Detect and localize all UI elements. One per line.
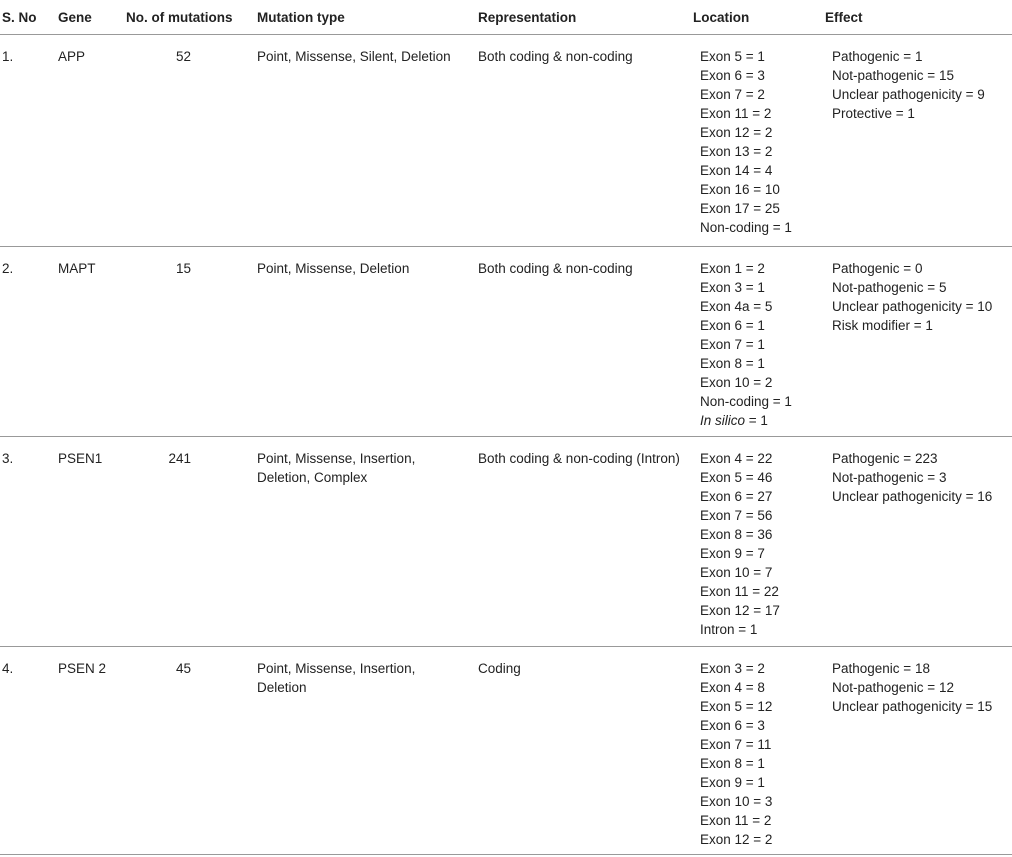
table-row bbox=[0, 247, 1012, 437]
location-item: Exon 12 = 2 bbox=[700, 125, 773, 140]
cell-sno: 2. bbox=[2, 261, 14, 276]
effect-item: Pathogenic = 223 bbox=[832, 451, 938, 466]
cell-effect bbox=[825, 437, 1012, 506]
location-item: Exon 12 = 17 bbox=[700, 603, 780, 618]
location-item: Exon 5 = 12 bbox=[700, 699, 773, 714]
header-gene: Gene bbox=[58, 10, 92, 25]
effect-item: Pathogenic = 0 bbox=[832, 261, 923, 276]
table-row bbox=[0, 35, 1012, 247]
in-silico-label: In silico bbox=[700, 413, 746, 428]
cell-gene: PSEN 2 bbox=[58, 661, 107, 676]
cell-effect bbox=[825, 647, 1012, 716]
location-item: Exon 1 = 2 bbox=[700, 261, 765, 276]
location-item: Exon 6 = 3 bbox=[700, 68, 765, 83]
cell-sno: 3. bbox=[2, 451, 14, 466]
location-item: Exon 13 = 2 bbox=[700, 144, 773, 159]
location-item: Exon 6 = 3 bbox=[700, 718, 765, 733]
header-effect: Effect bbox=[825, 10, 863, 25]
cell-effect bbox=[825, 247, 1012, 335]
effect-item: Protective = 1 bbox=[832, 106, 915, 121]
effect-item: Not-pathogenic = 15 bbox=[832, 68, 954, 83]
cell-mutation-type: Point, Missense, Silent, Deletion bbox=[257, 49, 451, 64]
in-silico-value: = 1 bbox=[745, 413, 768, 428]
location-item: Exon 12 = 2 bbox=[700, 832, 773, 847]
location-item-in-silico bbox=[700, 411, 825, 430]
location-item: Exon 5 = 1 bbox=[700, 49, 765, 64]
cell-gene: PSEN1 bbox=[58, 451, 103, 466]
header-mutations: No. of mutations bbox=[126, 10, 233, 25]
location-item: Exon 7 = 1 bbox=[700, 337, 765, 352]
cell-representation: Both coding & non-coding bbox=[478, 261, 633, 276]
cell-effect bbox=[825, 35, 1012, 123]
effect-item: Unclear pathogenicity = 10 bbox=[832, 299, 993, 314]
cell-mutation-type: Point, Missense, Insertion, Deletion, Complex bbox=[257, 451, 416, 485]
location-item: Exon 8 = 1 bbox=[700, 356, 765, 371]
location-item: Exon 11 = 2 bbox=[700, 106, 772, 121]
location-item: Exon 10 = 2 bbox=[700, 375, 773, 390]
location-item: Exon 14 = 4 bbox=[700, 163, 773, 178]
header-representation: Representation bbox=[478, 10, 577, 25]
location-item: Exon 6 = 1 bbox=[700, 318, 765, 333]
cell-gene: APP bbox=[58, 49, 86, 64]
cell-mutation-type: Point, Missense, Insertion, Deletion bbox=[257, 661, 416, 695]
location-item: Non-coding = 1 bbox=[700, 220, 792, 235]
location-item: Exon 17 = 25 bbox=[700, 201, 780, 216]
location-item: Exon 7 = 56 bbox=[700, 508, 773, 523]
effect-item: Pathogenic = 1 bbox=[832, 49, 923, 64]
location-item: Exon 3 = 2 bbox=[700, 661, 765, 676]
cell-mutations: 15 bbox=[175, 261, 191, 276]
location-item: Exon 16 = 10 bbox=[700, 182, 780, 197]
effect-item: Not-pathogenic = 5 bbox=[832, 280, 947, 295]
header-location: Location bbox=[693, 10, 750, 25]
location-item: Intron = 1 bbox=[700, 622, 758, 637]
location-item: Exon 8 = 1 bbox=[700, 756, 765, 771]
effect-item: Unclear pathogenicity = 15 bbox=[832, 699, 993, 714]
location-item: Non-coding = 1 bbox=[700, 394, 792, 409]
effect-item: Pathogenic = 18 bbox=[832, 661, 930, 676]
cell-location bbox=[693, 437, 825, 639]
location-item: Exon 11 = 22 bbox=[700, 584, 779, 599]
location-item: Exon 10 = 7 bbox=[700, 565, 773, 580]
location-item: Exon 6 = 27 bbox=[700, 489, 773, 504]
effect-item: Not-pathogenic = 3 bbox=[832, 470, 947, 485]
cell-sno: 4. bbox=[2, 661, 14, 676]
cell-mutations: 45 bbox=[175, 661, 191, 676]
location-item: Exon 7 = 11 bbox=[700, 737, 772, 752]
table-row bbox=[0, 437, 1012, 647]
cell-mutations: 52 bbox=[175, 49, 191, 64]
cell-location bbox=[693, 647, 825, 849]
cell-representation: Coding bbox=[478, 661, 521, 676]
effect-item: Risk modifier = 1 bbox=[832, 318, 933, 333]
table-header bbox=[0, 0, 1012, 35]
header-sno: S. No bbox=[2, 10, 37, 25]
cell-mutation-type: Point, Missense, Deletion bbox=[257, 261, 410, 276]
cell-representation: Both coding & non-coding bbox=[478, 49, 633, 64]
location-item: Exon 4a = 5 bbox=[700, 299, 773, 314]
location-item: Exon 7 = 2 bbox=[700, 87, 765, 102]
location-item: Exon 9 = 1 bbox=[700, 775, 765, 790]
location-item: Exon 4 = 22 bbox=[700, 451, 773, 466]
location-item: Exon 5 = 46 bbox=[700, 470, 773, 485]
location-item: Exon 10 = 3 bbox=[700, 794, 773, 809]
cell-location bbox=[693, 247, 825, 430]
location-item: Exon 9 = 7 bbox=[700, 546, 765, 561]
cell-mutations: 241 bbox=[168, 451, 191, 466]
effect-item: Unclear pathogenicity = 9 bbox=[832, 87, 985, 102]
cell-representation: Both coding & non-coding (Intron) bbox=[478, 451, 680, 466]
cell-gene: MAPT bbox=[58, 261, 96, 276]
effect-item: Not-pathogenic = 12 bbox=[832, 680, 954, 695]
cell-location bbox=[693, 35, 825, 237]
effect-item: Unclear pathogenicity = 16 bbox=[832, 489, 993, 504]
location-item: Exon 11 = 2 bbox=[700, 813, 772, 828]
location-item: Exon 8 = 36 bbox=[700, 527, 773, 542]
header-mutation-type: Mutation type bbox=[257, 10, 345, 25]
location-item: Exon 4 = 8 bbox=[700, 680, 765, 695]
table-row bbox=[0, 647, 1012, 855]
cell-sno: 1. bbox=[2, 49, 14, 64]
location-item: Exon 3 = 1 bbox=[700, 280, 765, 295]
